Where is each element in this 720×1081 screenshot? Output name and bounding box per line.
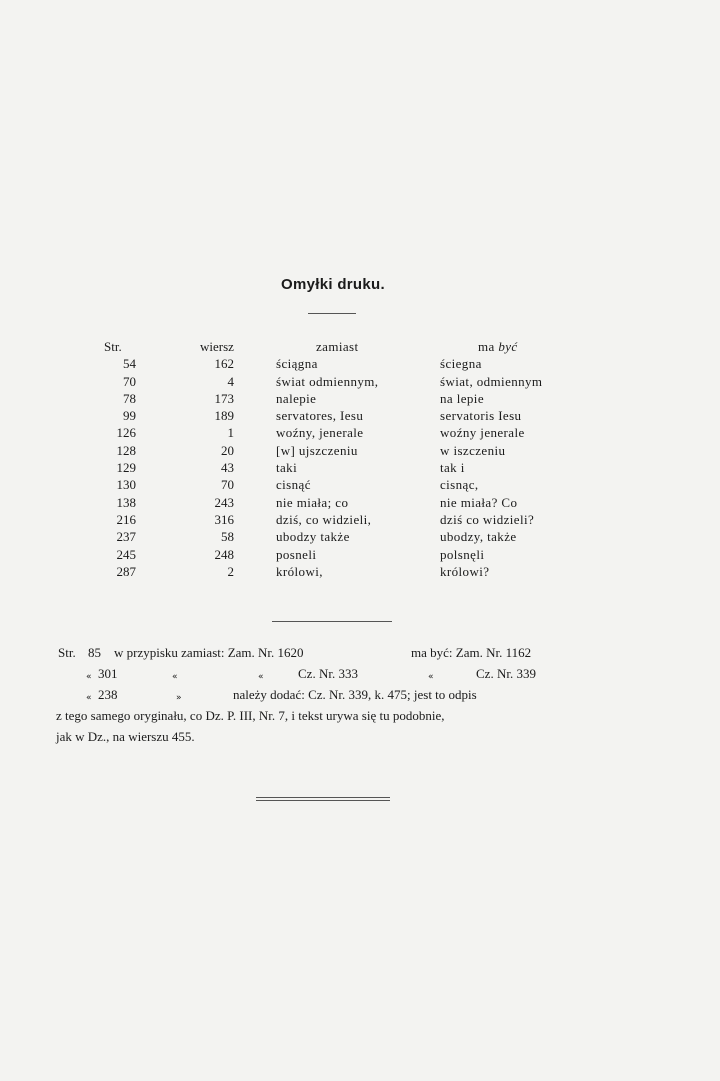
errata-row: [0, 391, 720, 408]
cell-ma-byc: woźny jenerale: [440, 425, 525, 441]
note-line-4: [56, 705, 594, 726]
cell-zamiast: posneli: [276, 546, 317, 562]
cell-zamiast: taki: [276, 460, 298, 476]
errata-table: [0, 339, 720, 581]
cell-wiersz: 189: [214, 408, 234, 424]
cell-wiersz: 70: [221, 477, 234, 493]
cell-wiersz: 2: [227, 563, 234, 579]
cell-ma-byc: tak i: [440, 460, 465, 476]
cell-ma-byc: świat, odmiennym: [440, 373, 543, 389]
ditto-mark: «: [428, 672, 434, 682]
cell-wiersz: 243: [214, 494, 234, 510]
errata-header-row: [0, 339, 720, 356]
note-correction: Cz. Nr. 339: [476, 666, 536, 681]
cell-ma-byc: na lepie: [440, 390, 484, 406]
errata-row: [0, 356, 720, 373]
cell-str: 237: [116, 529, 136, 545]
cell-str: 70: [123, 373, 136, 389]
cell-wiersz: 43: [221, 460, 234, 476]
note-line-5: [56, 726, 594, 747]
cell-wiersz: 162: [214, 356, 234, 372]
header-str: Str.: [104, 339, 122, 354]
errata-row: [0, 460, 720, 477]
ditto-mark: «: [86, 672, 92, 682]
note-line-3: [56, 684, 594, 705]
errata-row: [0, 529, 720, 546]
cell-zamiast: [w] ujszczeniu: [276, 442, 358, 458]
errata-row: [0, 495, 720, 512]
cell-str: 78: [123, 390, 136, 406]
note-text: Cz. Nr. 333: [298, 666, 358, 681]
cell-zamiast: świat odmiennym,: [276, 373, 379, 389]
cell-ma-byc: cisnąc,: [440, 477, 479, 493]
errata-row: [0, 443, 720, 460]
header-wiersz: wiersz: [200, 339, 234, 354]
cell-str: 54: [123, 356, 136, 372]
errata-row: [0, 547, 720, 564]
cell-wiersz: 1: [227, 425, 234, 441]
cell-ma-byc: dziś co widzieli?: [440, 511, 535, 527]
page-title: Omyłki druku.: [281, 276, 385, 293]
ditto-mark: »: [176, 693, 182, 703]
cell-zamiast: ubodzy także: [276, 529, 350, 545]
title-rule: [308, 313, 356, 314]
note-text: należy dodać: Cz. Nr. 339, k. 475; jest to odpis: [233, 687, 477, 702]
note-page: 238: [98, 687, 118, 702]
cell-ma-byc: ubodzy, także: [440, 529, 517, 545]
cell-str: 130: [116, 477, 136, 493]
cell-wiersz: 4: [227, 373, 234, 389]
note-line-1: [56, 642, 594, 663]
notes-block: [56, 642, 594, 747]
ditto-mark: «: [258, 672, 264, 682]
ditto-mark: «: [86, 693, 92, 703]
cell-zamiast: królowi,: [276, 563, 323, 579]
cell-str: 245: [116, 546, 136, 562]
cell-wiersz: 173: [214, 390, 234, 406]
cell-zamiast: woźny, jenerale: [276, 425, 364, 441]
cell-ma-byc: ściegna: [440, 356, 482, 372]
end-rule: [256, 800, 390, 801]
cell-str: 216: [116, 511, 136, 527]
cell-str: 287: [116, 563, 136, 579]
cell-zamiast: nie miała; co: [276, 494, 349, 510]
note-line-2: [56, 663, 594, 684]
errata-row: [0, 374, 720, 391]
cell-ma-byc: polsnęli: [440, 546, 485, 562]
cell-ma-byc: nie miała? Co: [440, 494, 518, 510]
header-zamiast: zamiast: [316, 339, 359, 354]
note-page: 85: [88, 645, 101, 660]
errata-row: [0, 408, 720, 425]
note-str: Str.: [58, 645, 76, 660]
cell-wiersz: 20: [221, 442, 234, 458]
cell-str: 128: [116, 442, 136, 458]
errata-row: [0, 512, 720, 529]
cell-ma-byc: servatoris Iesu: [440, 408, 522, 424]
errata-row: [0, 425, 720, 442]
errata-row: [0, 477, 720, 494]
cell-str: 99: [123, 408, 136, 424]
cell-str: 126: [116, 425, 136, 441]
note-text: w przypisku zamiast: Zam. Nr. 1620: [114, 645, 304, 660]
errata-row: [0, 564, 720, 581]
cell-str: 138: [116, 494, 136, 510]
cell-zamiast: dziś, co widzieli,: [276, 511, 372, 527]
end-rule: [256, 797, 390, 798]
cell-wiersz: 316: [214, 511, 234, 527]
table-rule: [272, 621, 392, 622]
cell-str: 129: [116, 460, 136, 476]
cell-zamiast: servatores, Iesu: [276, 408, 364, 424]
note-correction: ma być: Zam. Nr. 1162: [411, 645, 532, 660]
header-ma: ma: [478, 339, 499, 354]
ditto-mark: «: [172, 672, 178, 682]
cell-zamiast: nalepie: [276, 390, 317, 406]
cell-ma-byc: królowi?: [440, 563, 490, 579]
cell-zamiast: cisnąć: [276, 477, 311, 493]
cell-zamiast: ściągna: [276, 356, 318, 372]
cell-wiersz: 248: [214, 546, 234, 562]
note-page: 301: [98, 666, 118, 681]
note-text: jak w Dz., na wierszu 455.: [56, 729, 195, 744]
note-text: z tego samego oryginału, co Dz. P. III, Nr. 7, i tekst urywa się tu podobnie,: [56, 708, 445, 723]
errata-rows: [0, 356, 720, 581]
header-byc: być: [498, 339, 518, 354]
cell-wiersz: 58: [221, 529, 234, 545]
header-ma-byc: [478, 339, 518, 355]
cell-ma-byc: w iszczeniu: [440, 442, 506, 458]
